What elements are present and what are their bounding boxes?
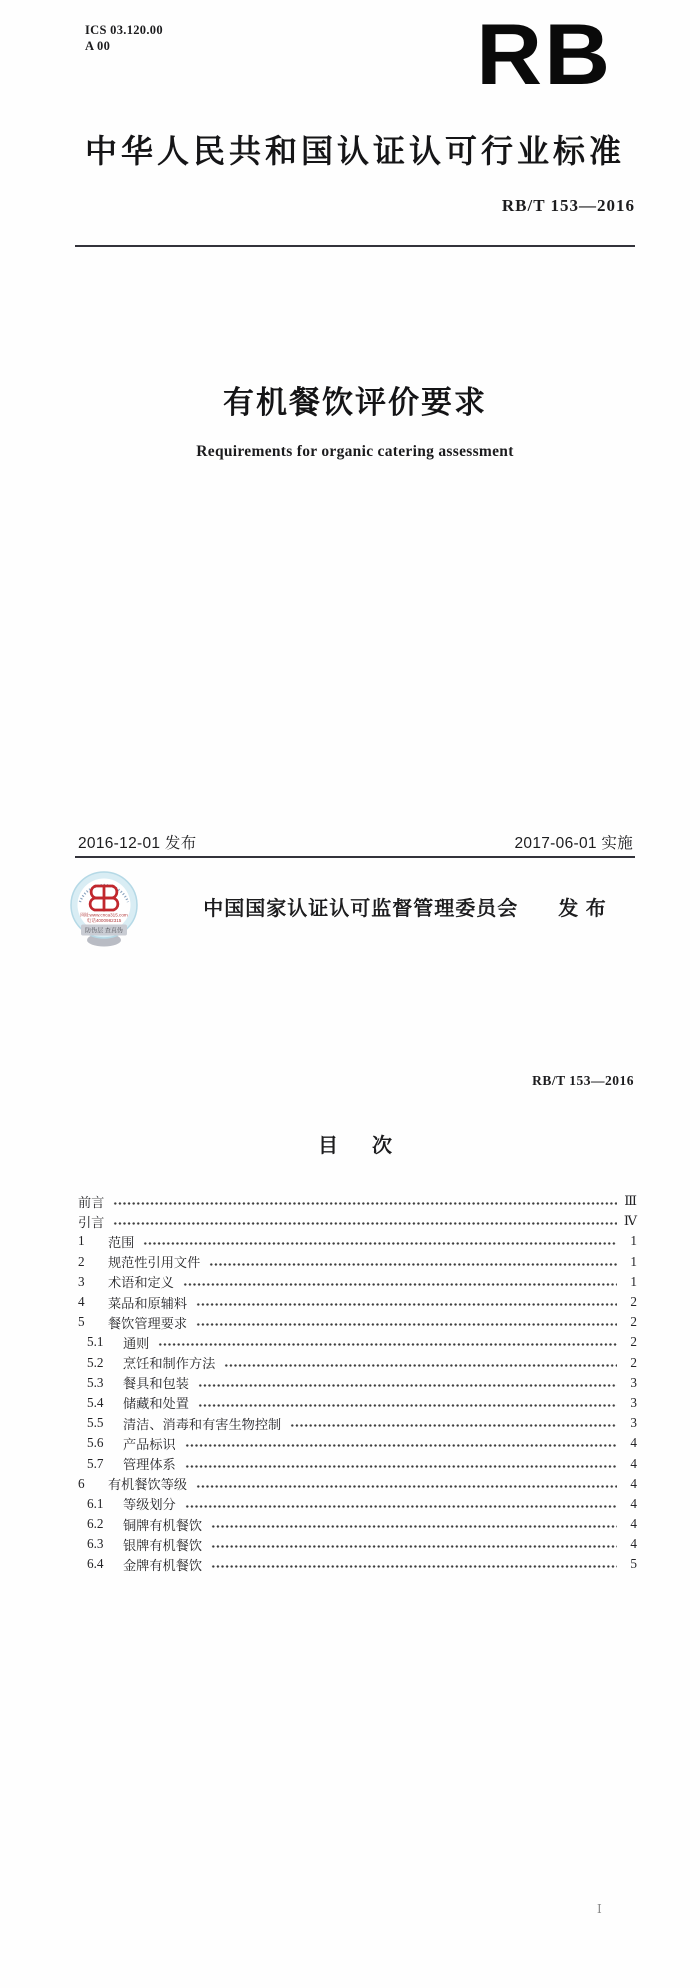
toc-leader-dots bbox=[209, 1263, 617, 1266]
toc-row bbox=[78, 1433, 637, 1453]
toc-row bbox=[78, 1312, 637, 1332]
toc-leader-dots bbox=[185, 1444, 617, 1447]
dates-row bbox=[78, 831, 633, 853]
toc-entry-number: 5.5 bbox=[87, 1415, 104, 1431]
toc-entry-page: 4 bbox=[630, 1516, 637, 1532]
toc-entry-label: 通则 bbox=[123, 1335, 150, 1351]
toc-title-char1: 目 bbox=[318, 1135, 338, 1157]
toc-leader-dots bbox=[143, 1242, 617, 1245]
toc-entry-page: 3 bbox=[630, 1415, 637, 1431]
toc-entry-label: 前言 bbox=[78, 1194, 105, 1210]
toc-row bbox=[78, 1292, 637, 1312]
toc-row bbox=[78, 1252, 637, 1272]
toc-entry-number: 2 bbox=[78, 1253, 85, 1269]
toc-entry-number: 6.1 bbox=[87, 1495, 104, 1511]
toc-entry-page: 1 bbox=[630, 1273, 637, 1289]
toc-entry-label: 等级划分 bbox=[123, 1497, 176, 1513]
toc-leader-dots bbox=[158, 1343, 617, 1346]
toc-entry-number: 3 bbox=[78, 1273, 85, 1289]
toc-entry-label: 规范性引用文件 bbox=[108, 1255, 201, 1271]
badge-url-line: 网址www.cnca315.com bbox=[80, 912, 128, 918]
publisher-row bbox=[150, 892, 660, 921]
toc-row bbox=[78, 1453, 637, 1473]
toc-entry-number: 5.6 bbox=[87, 1435, 104, 1451]
toc-entry-label: 范围 bbox=[108, 1234, 135, 1250]
toc-leader-dots bbox=[196, 1323, 617, 1326]
toc-row bbox=[78, 1353, 637, 1373]
header-rule bbox=[75, 245, 635, 247]
toc-entry-page: 4 bbox=[630, 1455, 637, 1471]
toc-entry-page: 2 bbox=[630, 1334, 637, 1350]
toc-entry-page: 4 bbox=[630, 1495, 637, 1511]
toc-entry-number: 6.2 bbox=[87, 1516, 104, 1532]
toc-row bbox=[78, 1534, 637, 1554]
toc-entry-page: 3 bbox=[630, 1374, 637, 1390]
toc-row bbox=[78, 1272, 637, 1292]
anti-counterfeit-badge bbox=[69, 869, 139, 949]
toc-entry-number: 6.3 bbox=[87, 1536, 104, 1552]
implement-date: 2017-06-01 实施 bbox=[514, 835, 633, 852]
toc-list bbox=[78, 1191, 637, 1575]
rb-standard-logo: RB bbox=[476, 7, 612, 103]
toc-row bbox=[78, 1231, 637, 1251]
toc-entry-page: 2 bbox=[630, 1294, 637, 1310]
toc-entry-label: 管理体系 bbox=[123, 1457, 176, 1473]
toc-entry-number: 5 bbox=[78, 1314, 85, 1330]
toc-entry-number: 5.7 bbox=[87, 1455, 104, 1471]
standard-number-cover: RB/T 153—2016 bbox=[501, 196, 635, 215]
toc-entry-label: 烹饪和制作方法 bbox=[123, 1356, 216, 1372]
toc-entry-page: 4 bbox=[630, 1435, 637, 1451]
toc-entry-page: 2 bbox=[630, 1314, 637, 1330]
publish-label: 发 布 bbox=[558, 898, 607, 920]
badge-phone-line: 电话4000982315 bbox=[86, 918, 122, 923]
toc-leader-dots bbox=[211, 1525, 617, 1528]
toc-entry-number: 6 bbox=[78, 1475, 85, 1491]
toc-entry-page: Ⅳ bbox=[623, 1213, 637, 1229]
badge-band-text: 防伪层 查真伪 bbox=[85, 928, 123, 935]
toc-entry-number: 5.3 bbox=[87, 1374, 104, 1390]
toc-leader-dots bbox=[183, 1283, 617, 1286]
toc-leader-dots bbox=[211, 1565, 617, 1568]
toc-entry-label: 银牌有机餐饮 bbox=[123, 1537, 203, 1553]
toc-leader-dots bbox=[224, 1364, 617, 1367]
toc-leader-dots bbox=[198, 1384, 617, 1387]
toc-leader-dots bbox=[196, 1303, 617, 1306]
toc-leader-dots bbox=[196, 1485, 617, 1488]
toc-row bbox=[78, 1332, 637, 1352]
ics-classification bbox=[85, 22, 163, 55]
toc-entry-page: 1 bbox=[630, 1233, 637, 1249]
toc-entry-page: 1 bbox=[630, 1253, 637, 1269]
toc-leader-dots bbox=[290, 1424, 617, 1427]
publisher-name: 中国国家认证认可监督管理委员会 bbox=[203, 898, 519, 920]
toc-entry-label: 清洁、消毒和有害生物控制 bbox=[123, 1416, 282, 1432]
toc-entry-number: 4 bbox=[78, 1294, 85, 1310]
footer-rule bbox=[75, 856, 635, 858]
toc-leader-dots bbox=[185, 1465, 617, 1468]
toc-entry-number: 6.4 bbox=[87, 1556, 104, 1572]
toc-row bbox=[78, 1554, 637, 1574]
toc-leader-dots bbox=[113, 1202, 617, 1205]
toc-row bbox=[78, 1373, 637, 1393]
toc-entry-page: 4 bbox=[630, 1475, 637, 1491]
toc-entry-label: 术语和定义 bbox=[108, 1275, 174, 1291]
toc-leader-dots bbox=[185, 1505, 617, 1508]
toc-row bbox=[78, 1211, 637, 1231]
toc-entry-page: Ⅲ bbox=[624, 1193, 637, 1209]
toc-entry-number: 1 bbox=[78, 1233, 85, 1249]
document-title-en: Requirements for organic catering assessment bbox=[196, 443, 514, 460]
toc-entry-label: 引言 bbox=[78, 1214, 105, 1230]
toc-title bbox=[75, 1129, 635, 1158]
toc-entry-label: 金牌有机餐饮 bbox=[123, 1557, 203, 1573]
toc-row bbox=[78, 1413, 637, 1433]
toc-leader-dots bbox=[198, 1404, 617, 1407]
toc-entry-page: 2 bbox=[630, 1354, 637, 1370]
standard-number-header: RB/T 153—2016 bbox=[532, 1073, 634, 1088]
toc-entry-label: 餐饮管理要求 bbox=[108, 1315, 188, 1331]
toc-row bbox=[78, 1494, 637, 1514]
toc-entry-number: 5.4 bbox=[87, 1394, 104, 1410]
toc-entry-label: 餐具和包装 bbox=[123, 1376, 189, 1392]
toc-entry-page: 5 bbox=[630, 1556, 637, 1572]
ics-class-code: A 00 bbox=[85, 39, 111, 54]
ics-code: ICS 03.120.00 bbox=[85, 23, 163, 37]
page-number: Ⅰ bbox=[597, 1902, 602, 1916]
toc-entry-number: 5.1 bbox=[87, 1334, 104, 1350]
toc-entry-label: 储藏和处置 bbox=[123, 1396, 189, 1412]
toc-entry-label: 菜品和原辅料 bbox=[108, 1295, 188, 1311]
toc-entry-label: 铜牌有机餐饮 bbox=[123, 1517, 203, 1533]
toc-entry-label: 有机餐饮等级 bbox=[108, 1477, 188, 1493]
toc-title-char2: 次 bbox=[372, 1135, 392, 1157]
toc-leader-dots bbox=[113, 1222, 617, 1225]
toc-entry-page: 4 bbox=[630, 1536, 637, 1552]
toc-entry-number: 5.2 bbox=[87, 1354, 104, 1370]
toc-row bbox=[78, 1191, 637, 1211]
issue-date: 2016-12-01 发布 bbox=[78, 835, 197, 852]
toc-entry-label: 产品标识 bbox=[123, 1436, 176, 1452]
document-title-cn: 有机餐饮评价要求 bbox=[223, 385, 487, 420]
toc-row bbox=[78, 1474, 637, 1494]
standard-heading: 中华人民共和国认证认可行业标准 bbox=[84, 133, 625, 169]
toc-leader-dots bbox=[211, 1545, 617, 1548]
toc-entry-page: 3 bbox=[630, 1394, 637, 1410]
toc-row bbox=[78, 1514, 637, 1534]
toc-row bbox=[78, 1393, 637, 1413]
